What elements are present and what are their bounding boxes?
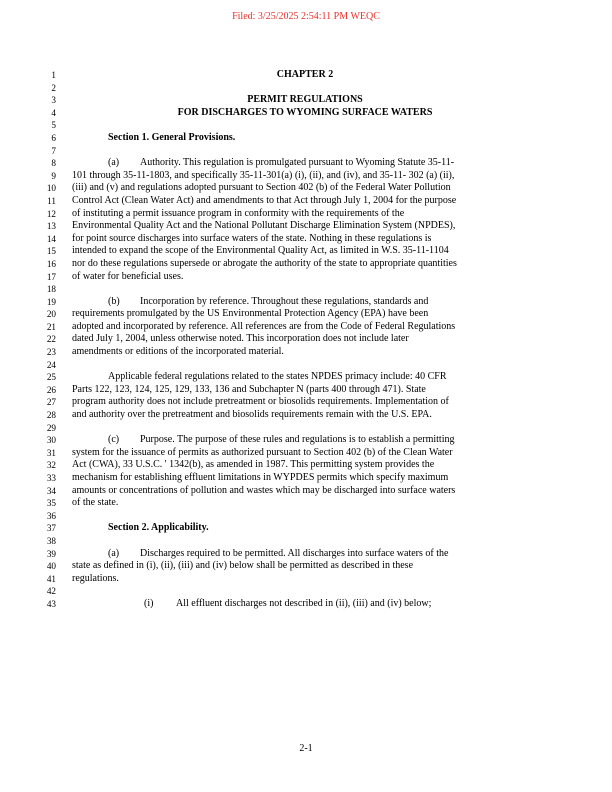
- document-line: [0, 245, 612, 258]
- document-line: [0, 170, 612, 183]
- line-number: 39: [46, 548, 56, 559]
- line-text: intended to expand the scope of the Environmental Quality Act, as limited in W.S. 35-11-1104: [72, 245, 449, 257]
- line-number: 4: [51, 107, 56, 118]
- document-line: [0, 560, 612, 573]
- line-number: 37: [46, 523, 56, 534]
- line-number: 6: [51, 132, 56, 143]
- line-text: system for the issuance of permits as authorized pursuant to Section 402 (b) of the Clean Water: [72, 446, 453, 458]
- line-text: dated July 1, 2004, unless otherwise noted. This incorporation does not include later: [72, 333, 409, 345]
- line-text: of instituting a permit issuance program in conformity with the requirements of the: [72, 207, 405, 219]
- filed-stamp: Filed: 3/25/2025 2:54:11 PM WEQC: [232, 11, 380, 22]
- line-text: amounts or concentrations of pollution and wastes which may be discharged into surface waters: [72, 484, 456, 496]
- line-text: (b) Incorporation by reference. Throughout these regulations, standards and: [108, 295, 429, 307]
- line-text: Control Act (Clean Water Act) and amendments to that Act through July 1, 2004 for the purpose: [72, 194, 457, 206]
- line-number: 34: [46, 485, 56, 496]
- document-line: [0, 69, 612, 82]
- line-text: amendments or editions of the incorporated material.: [72, 346, 284, 358]
- document-line: [0, 145, 612, 158]
- line-number: 43: [46, 598, 56, 609]
- line-number: 22: [46, 334, 56, 345]
- line-number: 42: [46, 586, 56, 597]
- document-line: [0, 308, 612, 321]
- document-line: [0, 535, 612, 548]
- line-number: 17: [46, 271, 56, 282]
- line-text: Section 1. General Provisions.: [108, 131, 236, 143]
- line-text: Applicable federal regulations related to the states NPDES primacy include: 40 CFR: [108, 371, 447, 383]
- line-number: 29: [46, 422, 56, 433]
- document-line: [0, 208, 612, 221]
- line-number: 3: [51, 95, 56, 106]
- line-text: (iii) and (v) and regulations adopted pursuant to Section 402 (b) of the Federal Water Pollution: [72, 182, 451, 194]
- document-line: [0, 548, 612, 561]
- document-line: [0, 434, 612, 447]
- line-text: (c) Purpose. The purpose of these rules and regulations is to establish a permitting: [108, 434, 455, 446]
- line-number: 5: [51, 120, 56, 131]
- line-number: 23: [46, 347, 56, 358]
- document-line: [0, 283, 612, 296]
- line-number: 18: [46, 284, 56, 295]
- document-line: [0, 510, 612, 523]
- line-number: 20: [46, 309, 56, 320]
- line-number: 40: [46, 561, 56, 572]
- line-number: 1: [51, 70, 56, 80]
- line-number: 41: [46, 573, 56, 584]
- line-number: 11: [47, 195, 56, 206]
- line-text: Environmental Quality Act and the National Pollutant Discharge Elimination System (NPDES),: [72, 220, 456, 232]
- line-number: 38: [46, 535, 56, 546]
- line-number: 14: [46, 233, 56, 244]
- line-number: 15: [46, 246, 56, 257]
- document-line: [0, 271, 612, 284]
- document-line: [0, 321, 612, 334]
- document-line: [0, 220, 612, 233]
- line-text: Parts 122, 123, 124, 125, 129, 133, 136 and Subchapter N (parts 400 through 471). State: [72, 383, 426, 395]
- document-line: [0, 333, 612, 346]
- document-line: [0, 585, 612, 598]
- document-line: [0, 195, 612, 208]
- line-text: CHAPTER 2: [276, 69, 334, 80]
- document-line: [0, 472, 612, 485]
- line-number: 2: [51, 82, 56, 93]
- line-number: 33: [46, 473, 56, 483]
- document-line: [0, 409, 612, 422]
- line-text: adopted and incorporated by reference. All references are from the Code of Federal Regulations: [72, 320, 456, 332]
- line-text: mechanism for establishing effluent limitations in WYPDES permits which specify maximum: [72, 472, 449, 483]
- document-line: [0, 371, 612, 384]
- line-number: 10: [46, 183, 56, 194]
- line-text: regulations.: [72, 572, 119, 584]
- document-line: [0, 359, 612, 372]
- line-number: 32: [46, 460, 56, 471]
- line-text: program authority does not include pretreatment or biosolids requirements. Implementation of: [72, 396, 449, 408]
- line-number: 26: [46, 384, 56, 395]
- document-line: [0, 233, 612, 246]
- page-number: 2-1: [299, 743, 313, 754]
- document-line: [0, 119, 612, 132]
- document-line: [0, 107, 612, 120]
- line-text: (a) Authority. This regulation is promulgated pursuant to Wyoming Statute 35-11-: [108, 157, 455, 169]
- line-text: nor do these regulations supersede or abrogate the authority of the state to appropriate quantities: [72, 257, 457, 269]
- line-text: of the state.: [72, 497, 119, 509]
- line-text: Section 2. Applicability.: [108, 522, 209, 534]
- line-number: 9: [51, 170, 56, 181]
- line-number: 24: [46, 359, 56, 370]
- line-number: 13: [46, 221, 56, 232]
- line-number: 8: [51, 158, 56, 169]
- document-line: [0, 82, 612, 95]
- line-text: (a) Discharges required to be permitted. All discharges into surface waters of the: [108, 547, 449, 559]
- line-number: 12: [46, 208, 56, 219]
- document-line: [0, 522, 612, 535]
- line-number: 31: [46, 447, 56, 458]
- document-line: [0, 346, 612, 359]
- document-line: [0, 422, 612, 435]
- line-text: PERMIT REGULATIONS: [247, 94, 363, 106]
- line-text: of water for beneficial uses.: [72, 270, 184, 282]
- line-number: 30: [46, 435, 56, 446]
- line-text: requirements promulgated by the US Environmental Protection Agency (EPA) have been: [72, 308, 429, 320]
- line-text: state as defined in (i), (ii), (iii) and (iv) below shall be permitted as described in these: [72, 560, 414, 572]
- document-line: [0, 157, 612, 170]
- line-number: 36: [46, 510, 56, 521]
- line-number: 27: [46, 397, 56, 408]
- document-line: [0, 573, 612, 586]
- document-line: [0, 296, 612, 309]
- document-line: [0, 598, 612, 611]
- line-number: 19: [46, 296, 56, 307]
- line-text: 101 through 35-11-1803, and specifically 35-11-301(a) (i), (ii), and (iv), and 35-11- 302 (a) (ii),: [72, 169, 455, 181]
- line-number: 28: [46, 410, 56, 421]
- line-number: 16: [46, 258, 56, 269]
- line-number: 25: [46, 372, 56, 383]
- document-line: [0, 132, 612, 145]
- document-line: [0, 258, 612, 271]
- document-body: [0, 69, 612, 611]
- document-line: [0, 94, 612, 107]
- document-line: [0, 497, 612, 510]
- line-number: 21: [46, 321, 56, 332]
- document-line: [0, 182, 612, 195]
- line-text: for point source discharges into surface waters of the state. Nothing in these regulations is: [72, 232, 432, 244]
- document-line: [0, 384, 612, 397]
- document-line: [0, 485, 612, 498]
- line-text: FOR DISCHARGES TO WYOMING SURFACE WATERS: [177, 106, 433, 118]
- line-text: Act (CWA), 33 U.S.C. ' 1342(b), as amended in 1987. This permitting system provides the: [72, 459, 435, 471]
- line-number: 35: [46, 498, 56, 509]
- line-text: (i) All effluent discharges not described in (ii), (iii) and (iv) below;: [144, 597, 432, 609]
- document-line: [0, 459, 612, 472]
- line-number: 7: [51, 145, 56, 156]
- document-line: [0, 447, 612, 460]
- document-line: [0, 396, 612, 409]
- line-text: and authority over the pretreatment and biosolids requirements remain with the U.S. EPA.: [72, 409, 432, 421]
